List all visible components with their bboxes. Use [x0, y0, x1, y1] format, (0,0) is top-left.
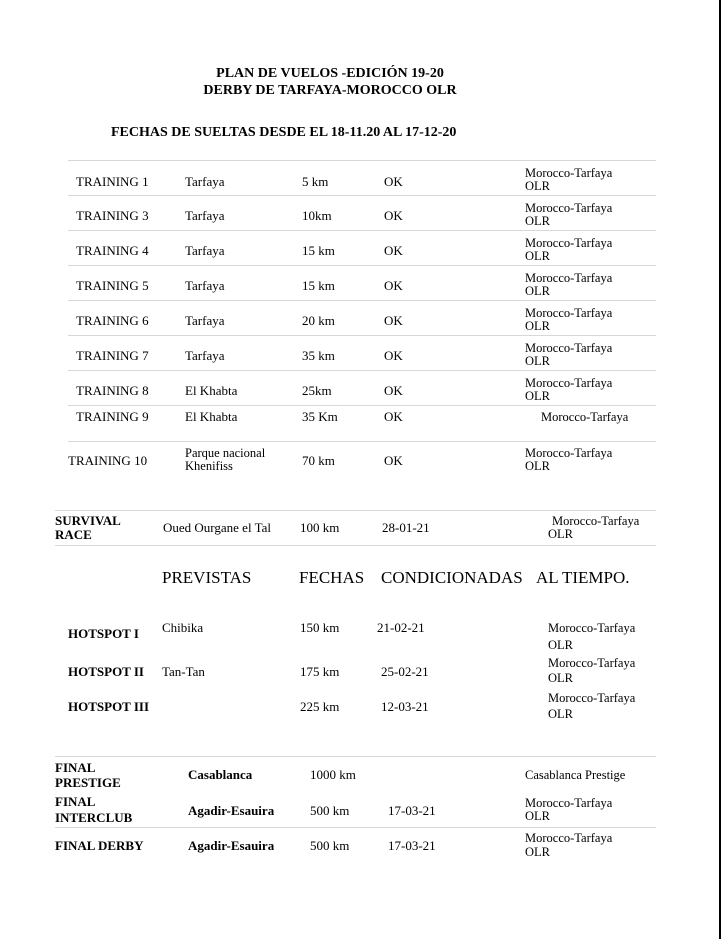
race-distance: 150 km	[300, 620, 340, 635]
flight-distance: 10km	[302, 208, 332, 223]
race-organizer-suffix: OLR	[548, 638, 573, 652]
race-name: FINAL	[55, 760, 96, 775]
flight-name: TRAINING 1	[76, 174, 149, 189]
race-date: 25-02-21	[381, 664, 429, 679]
divider	[55, 510, 656, 511]
race-name: HOTSPOT I	[68, 626, 139, 641]
race-organizer: Morocco-Tarfaya	[548, 691, 636, 705]
flight-organizer: Morocco-Tarfaya	[541, 410, 629, 424]
flight-place: Tarfaya	[185, 243, 225, 258]
flight-organizer: Morocco-Tarfaya	[525, 376, 613, 390]
notice-word: FECHAS	[299, 568, 365, 587]
flight-distance: 20 km	[302, 313, 335, 328]
race-place: Chibika	[162, 620, 204, 635]
race-organizer-suffix: OLR	[525, 845, 550, 859]
race-organizer: Morocco-Tarfaya	[525, 831, 613, 845]
flight-name: TRAINING 4	[76, 243, 149, 258]
divider	[68, 335, 656, 336]
flight-organizer: Morocco-Tarfaya	[525, 271, 613, 285]
flight-distance: 5 km	[302, 174, 329, 189]
flight-status: OK	[384, 313, 403, 328]
divider	[68, 300, 656, 301]
flight-status: OK	[384, 409, 403, 424]
divider	[68, 370, 656, 371]
race-distance: 225 km	[300, 699, 340, 714]
divider	[68, 230, 656, 231]
flight-place: Parque nacional	[185, 446, 266, 460]
race-organizer: Morocco-Tarfaya	[548, 621, 636, 635]
flight-place: Tarfaya	[185, 278, 225, 293]
race-organizer-suffix: OLR	[548, 707, 573, 721]
race-place: Agadir-Esauira	[188, 803, 275, 818]
race-organizer: Morocco-Tarfaya	[548, 656, 636, 670]
race-place: Tan-Tan	[162, 664, 205, 679]
flight-organizer: Morocco-Tarfaya	[525, 166, 613, 180]
doc-title-line1: PLAN DE VUELOS -EDICIÓN 19-20	[216, 66, 444, 81]
flight-status: OK	[384, 174, 403, 189]
race-date: 17-03-21	[388, 838, 436, 853]
flight-distance: 35 km	[302, 348, 335, 363]
flight-name: TRAINING 5	[76, 278, 149, 293]
flight-place-line2: Khenifiss	[185, 459, 233, 473]
flight-name: TRAINING 7	[76, 348, 149, 363]
flight-organizer-suffix: OLR	[525, 284, 550, 298]
flight-organizer: Morocco-Tarfaya	[525, 341, 613, 355]
flight-distance: 15 km	[302, 243, 335, 258]
race-distance: 500 km	[310, 838, 350, 853]
notice-word: PREVISTAS	[162, 568, 252, 587]
divider	[55, 756, 656, 757]
flight-organizer-suffix: OLR	[525, 249, 550, 263]
race-distance: 1000 km	[310, 767, 356, 782]
flight-organizer-suffix: OLR	[525, 179, 550, 193]
race-distance: 175 km	[300, 664, 340, 679]
race-name: FINAL	[55, 794, 96, 809]
flight-place: Tarfaya	[185, 313, 225, 328]
flight-organizer: Morocco-Tarfaya	[525, 236, 613, 250]
divider	[55, 827, 656, 828]
notice-word: AL TIEMPO.	[536, 568, 630, 587]
race-distance: 100 km	[300, 520, 340, 535]
flight-organizer: Morocco-Tarfaya	[525, 306, 613, 320]
flight-status: OK	[384, 243, 403, 258]
flight-name: TRAINING 8	[76, 383, 149, 398]
race-date: 21-02-21	[377, 620, 425, 635]
divider	[68, 265, 656, 266]
race-place: Oued Ourgane el Tal	[163, 520, 271, 535]
doc-title-line2: DERBY DE TARFAYA-MOROCCO OLR	[203, 83, 457, 98]
flight-name: TRAINING 9	[76, 409, 149, 424]
race-organizer-suffix: OLR	[548, 671, 573, 685]
flight-name: TRAINING 3	[76, 208, 149, 223]
flight-distance: 70 km	[302, 453, 335, 468]
flight-organizer: Morocco-Tarfaya	[525, 446, 613, 460]
divider	[68, 405, 656, 406]
flight-place: Tarfaya	[185, 208, 225, 223]
race-name: FINAL DERBY	[55, 838, 144, 853]
flight-distance: 25km	[302, 383, 332, 398]
flight-organizer: Morocco-Tarfaya	[525, 201, 613, 215]
divider	[68, 441, 656, 442]
flight-status: OK	[384, 383, 403, 398]
race-name: HOTSPOT II	[68, 664, 144, 679]
race-organizer-suffix: OLR	[525, 809, 550, 823]
divider	[55, 545, 656, 546]
race-date: 28-01-21	[382, 520, 430, 535]
race-organizer: Casablanca Prestige	[525, 768, 626, 782]
flight-organizer-suffix: OLR	[525, 459, 550, 473]
race-name: SURVIVAL	[55, 513, 121, 528]
divider	[68, 160, 656, 161]
doc-subtitle: FECHAS DE SUELTAS DESDE EL 18-11.20 AL 17-12-20	[111, 125, 457, 140]
flight-organizer-suffix: OLR	[525, 389, 550, 403]
race-place: Agadir-Esauira	[188, 838, 275, 853]
flight-status: OK	[384, 453, 403, 468]
flight-status: OK	[384, 348, 403, 363]
race-name-line2: PRESTIGE	[55, 775, 121, 790]
flight-name: TRAINING 6	[76, 313, 149, 328]
flight-status: OK	[384, 208, 403, 223]
flight-distance: 15 km	[302, 278, 335, 293]
flight-distance: 35 Km	[302, 409, 338, 424]
flight-organizer-suffix: OLR	[525, 354, 550, 368]
flight-status: OK	[384, 278, 403, 293]
race-name-line2: INTERCLUB	[55, 810, 133, 825]
notice-word: CONDICIONADAS	[381, 568, 523, 587]
race-date: 17-03-21	[388, 803, 436, 818]
flight-organizer-suffix: OLR	[525, 214, 550, 228]
race-name: HOTSPOT III	[68, 699, 150, 714]
flight-organizer-suffix: OLR	[525, 319, 550, 333]
flight-name: TRAINING 10	[68, 453, 148, 468]
flight-place: El Khabta	[185, 409, 238, 424]
race-distance: 500 km	[310, 803, 350, 818]
flight-place: Tarfaya	[185, 348, 225, 363]
divider	[68, 195, 656, 196]
race-organizer: Morocco-Tarfaya	[525, 796, 613, 810]
race-organizer-suffix: OLR	[548, 527, 573, 541]
race-name-line2: RACE	[55, 527, 92, 542]
race-organizer: Morocco-Tarfaya	[552, 514, 640, 528]
flight-place: El Khabta	[185, 383, 238, 398]
flight-place: Tarfaya	[185, 174, 225, 189]
race-place: Casablanca	[188, 767, 253, 782]
race-date: 12-03-21	[381, 699, 429, 714]
